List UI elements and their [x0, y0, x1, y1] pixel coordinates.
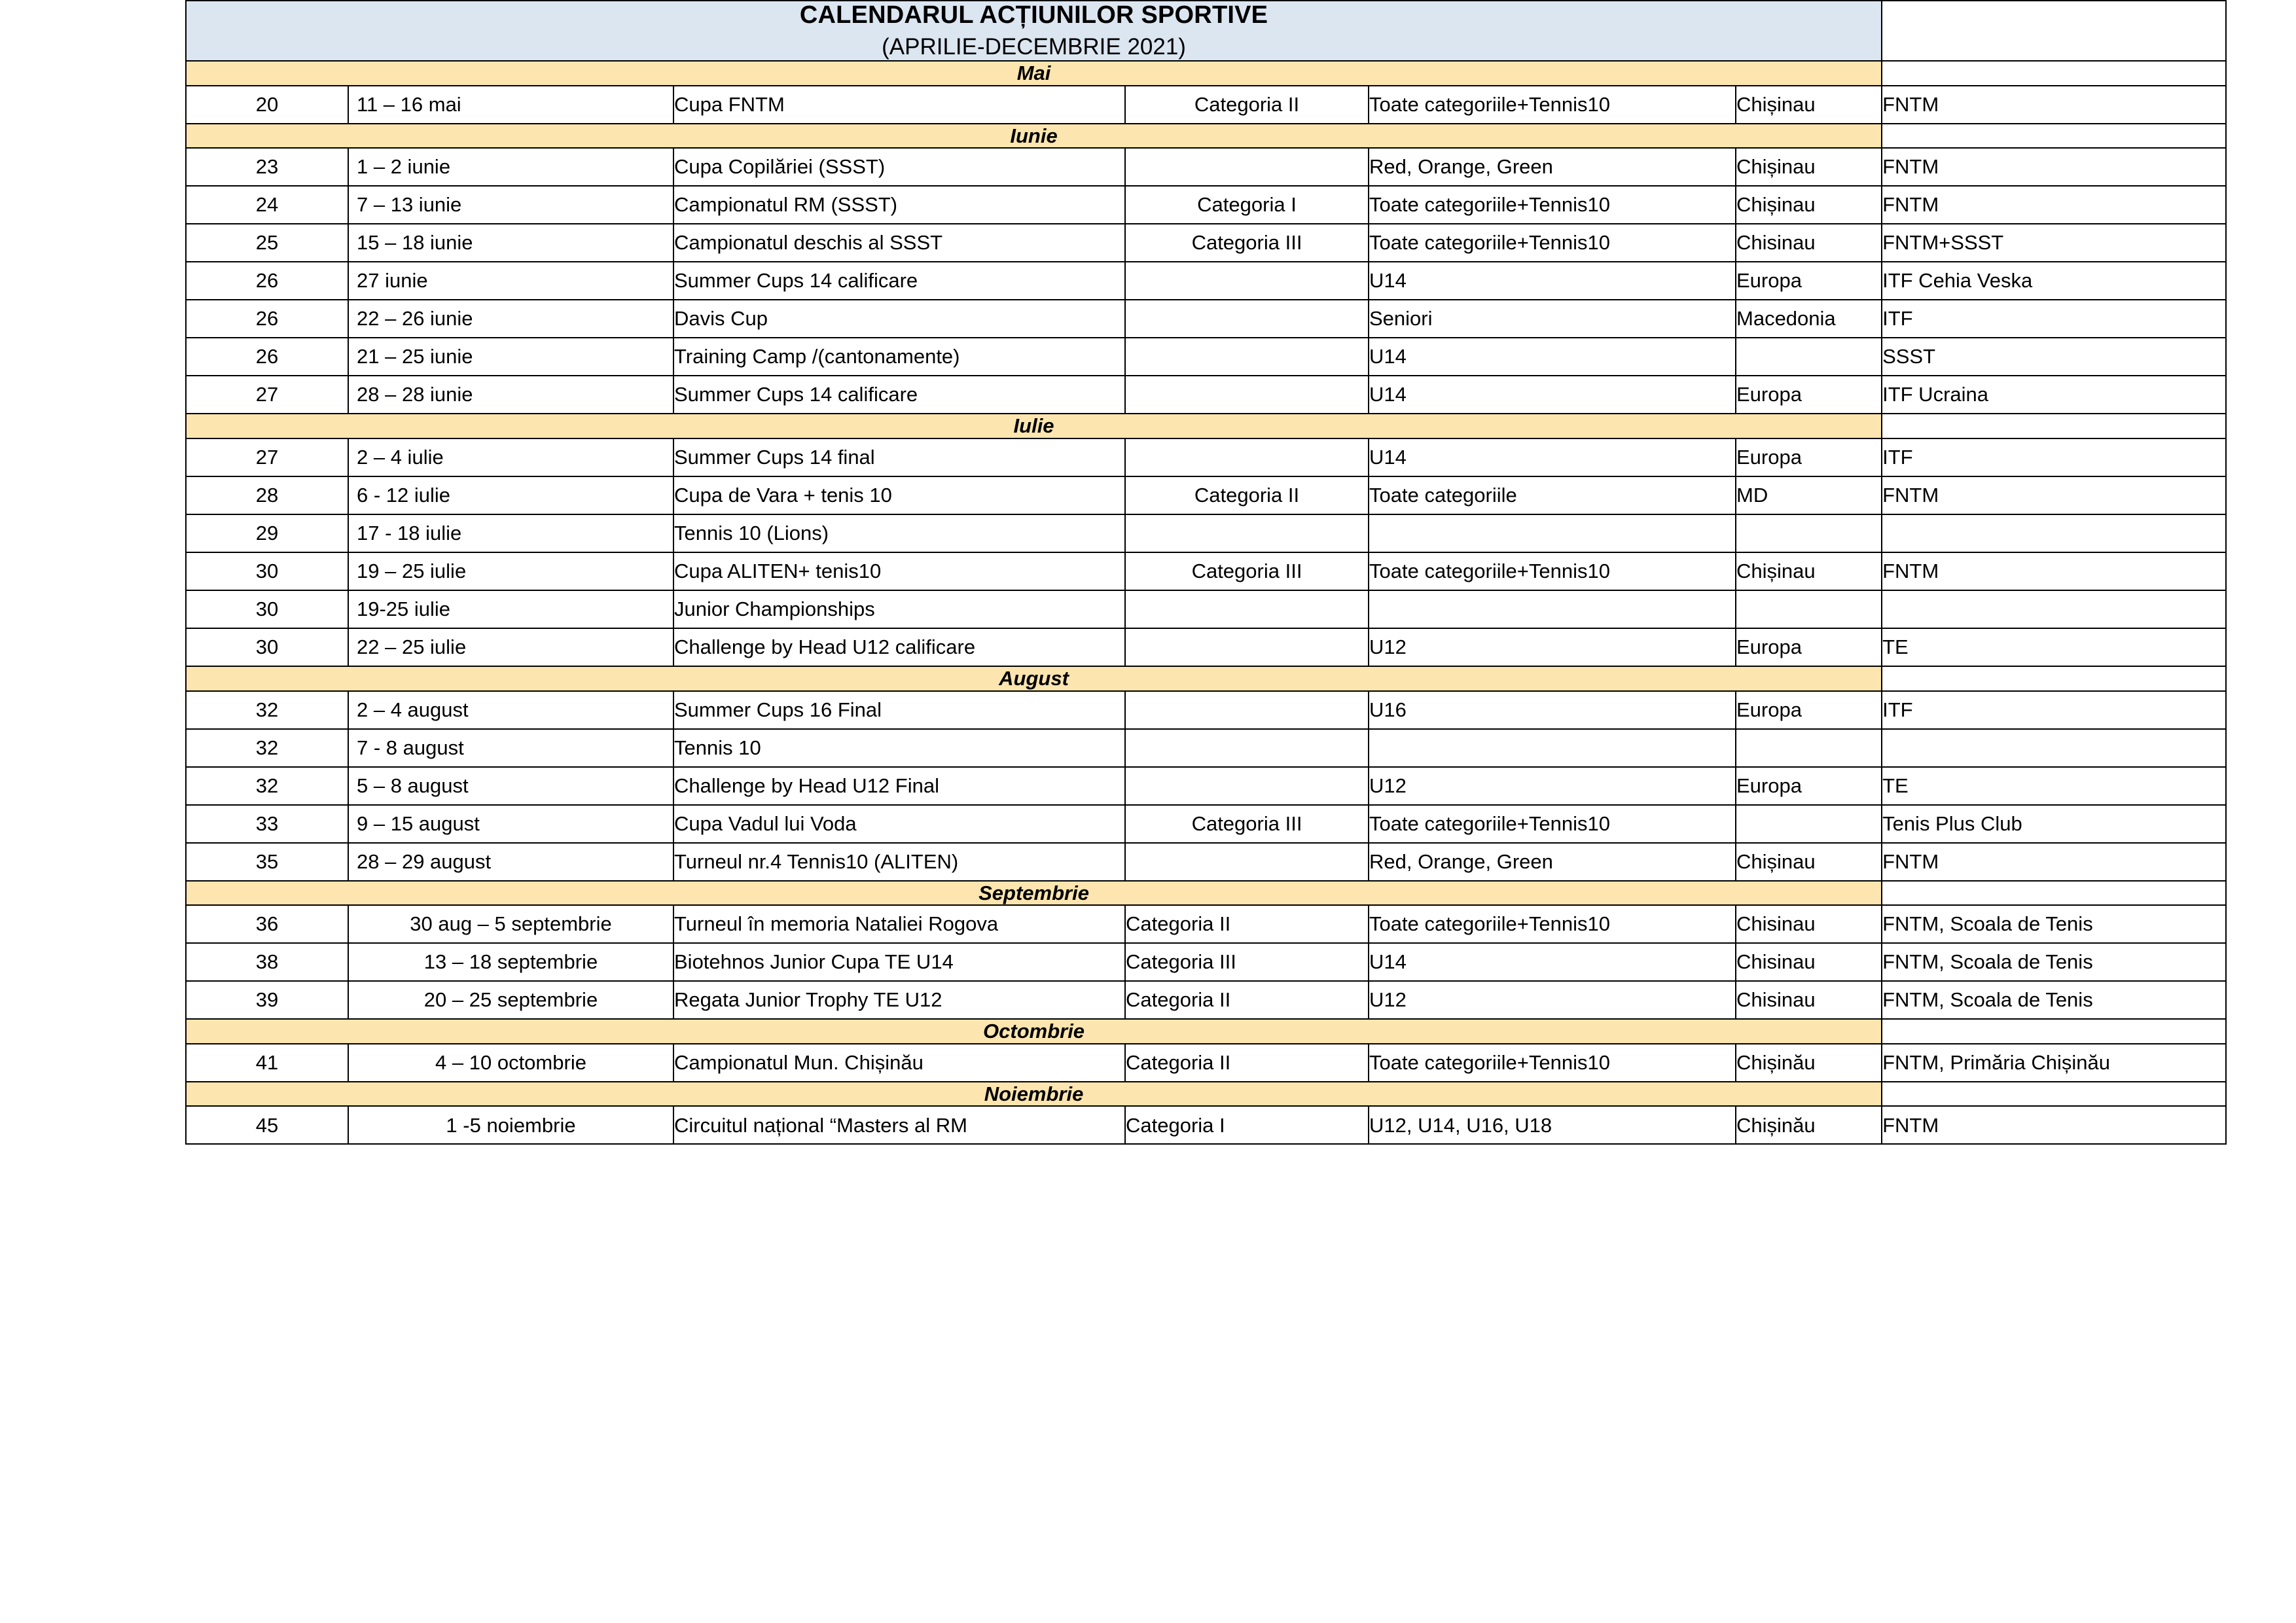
- week-number: 26: [186, 338, 348, 376]
- table-row: [186, 148, 2226, 186]
- event-category: [1125, 767, 1369, 805]
- event-organizer: FNTM: [1882, 1106, 2226, 1144]
- event-category: Categoria II: [1125, 981, 1369, 1019]
- week-number: 27: [186, 376, 348, 414]
- event-participants: Toate categoriile+Tennis10: [1369, 905, 1736, 943]
- month-spacer-cell: [1882, 881, 2226, 906]
- table-row: [186, 729, 2226, 767]
- event-organizer: FNTM, Primăria Chișinău: [1882, 1044, 2226, 1082]
- event-date: 28 – 29 august: [348, 843, 673, 881]
- event-name: Summer Cups 16 Final: [673, 691, 1125, 729]
- event-date: 15 – 18 iunie: [348, 224, 673, 262]
- table-row: [186, 805, 2226, 843]
- week-number: 30: [186, 590, 348, 628]
- table-row: [186, 767, 2226, 805]
- week-number: 26: [186, 300, 348, 338]
- month-label-septembrie: Septembrie: [186, 881, 1882, 906]
- event-date: 22 – 25 iulie: [348, 628, 673, 666]
- event-date: 9 – 15 august: [348, 805, 673, 843]
- event-place: Chisinau: [1736, 943, 1882, 981]
- week-number: 33: [186, 805, 348, 843]
- event-participants: Seniori: [1369, 300, 1736, 338]
- month-header-row: [186, 1019, 2226, 1044]
- month-label-iulie: Iulie: [186, 414, 1882, 438]
- event-place: Chisinau: [1736, 224, 1882, 262]
- event-date: 7 – 13 iunie: [348, 186, 673, 224]
- month-spacer-cell: [1882, 1082, 2226, 1107]
- event-place: Europa: [1736, 767, 1882, 805]
- table-row: [186, 262, 2226, 300]
- event-category: [1125, 262, 1369, 300]
- table-title-row: [186, 1, 2226, 61]
- event-place: Chișinau: [1736, 552, 1882, 590]
- event-place: Chișinau: [1736, 186, 1882, 224]
- month-header-row: [186, 1082, 2226, 1107]
- event-organizer: FNTM, Scoala de Tenis: [1882, 981, 2226, 1019]
- event-participants: Toate categoriile+Tennis10: [1369, 186, 1736, 224]
- event-participants: [1369, 514, 1736, 552]
- week-number: 26: [186, 262, 348, 300]
- month-header-row: [186, 881, 2226, 906]
- event-date: 11 – 16 mai: [348, 86, 673, 124]
- event-name: Cupa de Vara + tenis 10: [673, 476, 1125, 514]
- week-number: 27: [186, 438, 348, 476]
- event-name: Circuitul național “Masters al RM: [673, 1106, 1125, 1144]
- week-number: 39: [186, 981, 348, 1019]
- week-number: 45: [186, 1106, 348, 1144]
- table-row: [186, 691, 2226, 729]
- calendar-sheet: [185, 0, 2225, 1145]
- event-organizer: [1882, 729, 2226, 767]
- event-category: Categoria II: [1125, 1044, 1369, 1082]
- event-date: 4 – 10 octombrie: [348, 1044, 673, 1082]
- page-title: CALENDARUL ACȚIUNILOR SPORTIVE: [799, 1, 1268, 29]
- event-category: Categoria III: [1125, 552, 1369, 590]
- event-name: Biotehnos Junior Cupa TE U14: [673, 943, 1125, 981]
- event-participants: Red, Orange, Green: [1369, 843, 1736, 881]
- event-name: Tennis 10: [673, 729, 1125, 767]
- table-row: [186, 376, 2226, 414]
- event-date: 2 – 4 august: [348, 691, 673, 729]
- table-row: [186, 514, 2226, 552]
- month-label-iunie: Iunie: [186, 124, 1882, 149]
- table-row: [186, 943, 2226, 981]
- title-spacer-cell: [1882, 1, 2226, 61]
- event-place: Chisinau: [1736, 905, 1882, 943]
- table-row: [186, 224, 2226, 262]
- event-participants: U14: [1369, 338, 1736, 376]
- event-category: Categoria III: [1125, 805, 1369, 843]
- event-name: Campionatul Mun. Chișinău: [673, 1044, 1125, 1082]
- event-participants: U12: [1369, 981, 1736, 1019]
- event-participants: U14: [1369, 943, 1736, 981]
- week-number: 20: [186, 86, 348, 124]
- event-organizer: FNTM: [1882, 843, 2226, 881]
- table-row: [186, 186, 2226, 224]
- event-date: 21 – 25 iunie: [348, 338, 673, 376]
- event-name: Campionatul RM (SSST): [673, 186, 1125, 224]
- event-organizer: FNTM: [1882, 552, 2226, 590]
- month-spacer-cell: [1882, 666, 2226, 691]
- event-date: 7 - 8 august: [348, 729, 673, 767]
- event-place: [1736, 805, 1882, 843]
- event-place: Europa: [1736, 691, 1882, 729]
- month-header-row: [186, 414, 2226, 438]
- event-category: [1125, 514, 1369, 552]
- event-name: Summer Cups 14 calificare: [673, 262, 1125, 300]
- event-place: Chișinău: [1736, 1106, 1882, 1144]
- week-number: 38: [186, 943, 348, 981]
- event-date: 2 – 4 iulie: [348, 438, 673, 476]
- event-place: Europa: [1736, 628, 1882, 666]
- event-name: Cupa ALITEN+ tenis10: [673, 552, 1125, 590]
- event-organizer: FNTM: [1882, 186, 2226, 224]
- event-date: 19-25 iulie: [348, 590, 673, 628]
- event-category: [1125, 300, 1369, 338]
- event-date: 28 – 28 iunie: [348, 376, 673, 414]
- week-number: 24: [186, 186, 348, 224]
- event-name: Summer Cups 14 final: [673, 438, 1125, 476]
- event-category: [1125, 376, 1369, 414]
- event-participants: Toate categoriile+Tennis10: [1369, 805, 1736, 843]
- event-name: Challenge by Head U12 calificare: [673, 628, 1125, 666]
- week-number: 35: [186, 843, 348, 881]
- event-organizer: ITF Cehia Veska: [1882, 262, 2226, 300]
- month-spacer-cell: [1882, 1019, 2226, 1044]
- month-spacer-cell: [1882, 61, 2226, 86]
- month-header-row: [186, 666, 2226, 691]
- table-row: [186, 552, 2226, 590]
- event-name: Regata Junior Trophy TE U12: [673, 981, 1125, 1019]
- event-name: Summer Cups 14 calificare: [673, 376, 1125, 414]
- event-date: 6 - 12 iulie: [348, 476, 673, 514]
- event-participants: U16: [1369, 691, 1736, 729]
- event-category: [1125, 148, 1369, 186]
- month-header-row: [186, 61, 2226, 86]
- event-date: 20 – 25 septembrie: [348, 981, 673, 1019]
- event-place: Macedonia: [1736, 300, 1882, 338]
- event-participants: Toate categoriile+Tennis10: [1369, 1044, 1736, 1082]
- week-number: 28: [186, 476, 348, 514]
- event-name: Tennis 10 (Lions): [673, 514, 1125, 552]
- event-category: Categoria II: [1125, 86, 1369, 124]
- event-organizer: FNTM, Scoala de Tenis: [1882, 943, 2226, 981]
- event-place: MD: [1736, 476, 1882, 514]
- event-organizer: FNTM: [1882, 476, 2226, 514]
- event-organizer: [1882, 590, 2226, 628]
- event-date: 19 – 25 iulie: [348, 552, 673, 590]
- event-participants: Toate categoriile+Tennis10: [1369, 552, 1736, 590]
- event-category: [1125, 843, 1369, 881]
- table-row: [186, 1044, 2226, 1082]
- event-organizer: TE: [1882, 628, 2226, 666]
- event-organizer: ITF: [1882, 691, 2226, 729]
- event-participants: Toate categoriile+Tennis10: [1369, 224, 1736, 262]
- event-organizer: FNTM: [1882, 148, 2226, 186]
- event-name: Cupa Vadul lui Voda: [673, 805, 1125, 843]
- event-organizer: FNTM: [1882, 86, 2226, 124]
- event-date: 30 aug – 5 septembrie: [348, 905, 673, 943]
- event-participants: U14: [1369, 376, 1736, 414]
- event-organizer: FNTM+SSST: [1882, 224, 2226, 262]
- event-participants: U12, U14, U16, U18: [1369, 1106, 1736, 1144]
- event-category: Categoria II: [1125, 476, 1369, 514]
- event-name: Davis Cup: [673, 300, 1125, 338]
- event-organizer: Tenis Plus Club: [1882, 805, 2226, 843]
- event-participants: U14: [1369, 262, 1736, 300]
- week-number: 30: [186, 628, 348, 666]
- table-row: [186, 438, 2226, 476]
- table-row: [186, 476, 2226, 514]
- event-place: [1736, 338, 1882, 376]
- event-place: [1736, 729, 1882, 767]
- week-number: 25: [186, 224, 348, 262]
- event-place: Chisinau: [1736, 981, 1882, 1019]
- event-place: Chișinău: [1736, 1044, 1882, 1082]
- event-name: Turneul în memoria Nataliei Rogova: [673, 905, 1125, 943]
- event-place: [1736, 590, 1882, 628]
- event-name: Challenge by Head U12 Final: [673, 767, 1125, 805]
- week-number: 41: [186, 1044, 348, 1082]
- table-row: [186, 981, 2226, 1019]
- table-row: [186, 338, 2226, 376]
- event-category: [1125, 438, 1369, 476]
- event-place: [1736, 514, 1882, 552]
- week-number: 30: [186, 552, 348, 590]
- week-number: 23: [186, 148, 348, 186]
- event-category: [1125, 729, 1369, 767]
- week-number: 36: [186, 905, 348, 943]
- event-participants: Red, Orange, Green: [1369, 148, 1736, 186]
- event-category: [1125, 590, 1369, 628]
- page-subtitle: (APRILIE-DECEMBRIE 2021): [882, 33, 1186, 60]
- event-name: Cupa FNTM: [673, 86, 1125, 124]
- table-row: [186, 905, 2226, 943]
- event-place: Chișinau: [1736, 148, 1882, 186]
- event-date: 13 – 18 septembrie: [348, 943, 673, 981]
- event-organizer: ITF Ucraina: [1882, 376, 2226, 414]
- event-participants: Toate categoriile: [1369, 476, 1736, 514]
- event-participants: [1369, 729, 1736, 767]
- event-category: [1125, 628, 1369, 666]
- event-date: 27 iunie: [348, 262, 673, 300]
- event-name: Turneul nr.4 Tennis10 (ALITEN): [673, 843, 1125, 881]
- event-category: Categoria II: [1125, 905, 1369, 943]
- table-row: [186, 843, 2226, 881]
- event-category: Categoria III: [1125, 224, 1369, 262]
- event-participants: U14: [1369, 438, 1736, 476]
- table-row: [186, 590, 2226, 628]
- week-number: 32: [186, 729, 348, 767]
- event-date: 22 – 26 iunie: [348, 300, 673, 338]
- month-label-octombrie: Octombrie: [186, 1019, 1882, 1044]
- event-category: Categoria I: [1125, 1106, 1369, 1144]
- event-participants: Toate categoriile+Tennis10: [1369, 86, 1736, 124]
- event-place: Europa: [1736, 438, 1882, 476]
- event-place: Europa: [1736, 376, 1882, 414]
- month-spacer-cell: [1882, 414, 2226, 438]
- table-row: [186, 86, 2226, 124]
- event-date: 1 -5 noiembrie: [348, 1106, 673, 1144]
- event-name: Junior Championships: [673, 590, 1125, 628]
- month-label-august: August: [186, 666, 1882, 691]
- week-number: 32: [186, 691, 348, 729]
- event-organizer: ITF: [1882, 300, 2226, 338]
- event-organizer: TE: [1882, 767, 2226, 805]
- month-label-mai: Mai: [186, 61, 1882, 86]
- week-number: 29: [186, 514, 348, 552]
- event-organizer: SSST: [1882, 338, 2226, 376]
- document-title-cell: [186, 1, 1882, 61]
- month-label-noiembrie: Noiembrie: [186, 1082, 1882, 1107]
- event-organizer: FNTM, Scoala de Tenis: [1882, 905, 2226, 943]
- event-organizer: [1882, 514, 2226, 552]
- table-row: [186, 628, 2226, 666]
- event-participants: U12: [1369, 767, 1736, 805]
- event-category: Categoria III: [1125, 943, 1369, 981]
- sports-calendar-table: [185, 0, 2227, 1145]
- event-place: Chișinau: [1736, 843, 1882, 881]
- event-date: 1 – 2 iunie: [348, 148, 673, 186]
- week-number: 32: [186, 767, 348, 805]
- event-place: Chișinau: [1736, 86, 1882, 124]
- table-row: [186, 300, 2226, 338]
- event-name: Campionatul deschis al SSST: [673, 224, 1125, 262]
- event-category: Categoria I: [1125, 186, 1369, 224]
- event-organizer: ITF: [1882, 438, 2226, 476]
- event-date: 5 – 8 august: [348, 767, 673, 805]
- month-header-row: [186, 124, 2226, 149]
- event-date: 17 - 18 iulie: [348, 514, 673, 552]
- table-row: [186, 1106, 2226, 1144]
- event-category: [1125, 338, 1369, 376]
- event-participants: U12: [1369, 628, 1736, 666]
- event-participants: [1369, 590, 1736, 628]
- event-category: [1125, 691, 1369, 729]
- month-spacer-cell: [1882, 124, 2226, 149]
- event-name: Cupa Copilăriei (SSST): [673, 148, 1125, 186]
- event-place: Europa: [1736, 262, 1882, 300]
- event-name: Training Camp /(cantonamente): [673, 338, 1125, 376]
